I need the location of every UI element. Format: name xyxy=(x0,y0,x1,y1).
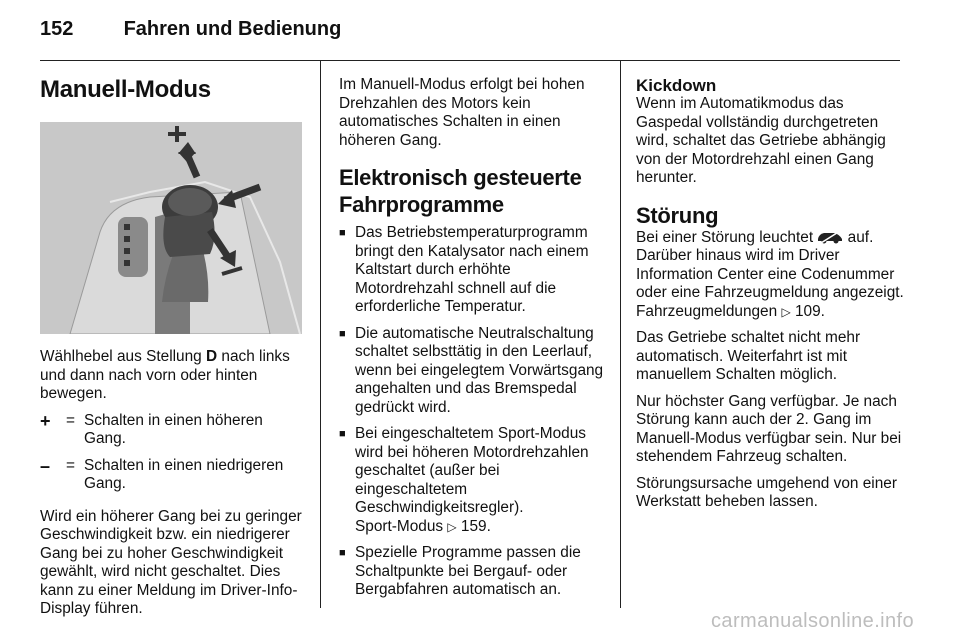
legend-minus xyxy=(40,457,305,494)
car-warning-icon xyxy=(817,230,843,244)
page-number: 152 xyxy=(40,18,74,40)
sport-mode-page-ref[interactable]: 159. xyxy=(460,517,491,535)
intro-post: nach links und dann nach vorn oder hinten bewegen. xyxy=(40,348,290,402)
paragraph-manual-mode: Im Manuell-Modus erfolgt bei hohen Drehzahlen des Motors kein automatisches Schalten in einen höheren Gang. xyxy=(339,76,585,149)
page-header xyxy=(40,18,341,41)
list-item: ■ Die automatische Neutralschaltung schaltet selbsttätig in den Leerlauf, wenn bei eingelegtem Vorwärtsgang angehalten und das Bremspedal gedrückt wird. xyxy=(339,325,607,418)
paragraph-kickdown: Wenn im Automatikmodus das Gaspedal vollständig durchgetreten wird, schaltet das Getriebe abhängig von der Motordrehzahl einen Gang herunter. xyxy=(636,95,886,186)
plus-icon: + xyxy=(40,410,51,431)
reference-arrow-icon: ▷ xyxy=(447,519,457,534)
paragraph-stoerung-1 xyxy=(636,229,904,322)
column-divider-1 xyxy=(320,60,321,608)
reference-arrow-icon: ▷ xyxy=(781,304,791,319)
title-manuell-modus: Manuell-Modus xyxy=(40,76,211,103)
intro-paragraph xyxy=(40,348,305,404)
header-rule xyxy=(40,60,900,61)
list-item xyxy=(339,425,607,536)
legend-equals: = xyxy=(66,411,75,429)
sport-mode-link-text: Sport-Modus xyxy=(355,517,444,535)
paragraph-gear-warning: Wird ein höherer Gang bei zu geringer Geschwindigkeit bzw. ein niedrigerer Gang bei zu hoher Geschwindigkeit gewählt, wird nicht geschaltet. Dies kann zu einer Meldung im Driver-Info-Display führen. xyxy=(40,507,302,617)
gear-selector-illustration xyxy=(40,122,302,334)
legend-equals: = xyxy=(66,456,75,474)
bullet-list xyxy=(339,224,607,600)
column-3 xyxy=(636,76,904,512)
legend-text: Schalten in einen höheren Gang. xyxy=(84,411,263,447)
column-2 xyxy=(339,76,607,608)
column-divider-2 xyxy=(620,60,621,608)
heading-kickdown: Kickdown xyxy=(636,76,717,95)
paragraph-stoerung-3: Nur höchster Gang verfügbar. Je nach Störung kann auch der 2. Gang im Manuell-Modus verfügbar sein. Nur bei stehendem Fahrzeug schalten. xyxy=(636,392,902,465)
list-item: ■ Spezielle Programme passen die Schaltpunkte bei Bergauf- oder Bergabfahren automatisch an. xyxy=(339,544,607,600)
legend-text: Schalten in einen niedrigeren Gang. xyxy=(84,456,284,492)
intro-pre: Wählhebel aus Stellung xyxy=(40,348,206,365)
vehicle-messages-page-ref[interactable]: 109. xyxy=(794,302,825,320)
paragraph-stoerung-4: Störungsursache umgehend von einer Werkstatt beheben lassen. xyxy=(636,474,897,510)
watermark: carmanualsonline.info xyxy=(711,610,914,632)
gear-selector-figure xyxy=(40,122,302,334)
column-1 xyxy=(40,76,305,619)
minus-icon: – xyxy=(40,455,51,476)
list-item: ■ Das Betriebstemperaturprogramm bringt den Katalysator nach einem Kaltstart durch erhöhte Motordrehzahl schnell auf die erforderliche Temperatur. xyxy=(339,224,607,317)
section-title: Fahren und Bedienung xyxy=(123,18,342,40)
heading-fahrprogramme: Elektronisch gesteuerte Fahrprogramme xyxy=(339,165,582,217)
p1-pre: Bei einer Störung leuchtet xyxy=(636,228,814,246)
heading-stoerung: Störung xyxy=(636,202,719,228)
position-d: D xyxy=(205,348,218,365)
legend-plus xyxy=(40,412,305,449)
list-item-text: Bei eingeschaltetem Sport-Modus wird bei höheren Motordrehzahlen geschaltet (außer bei eingeschaltetem Geschwindigkeitsregler). xyxy=(355,425,589,516)
p1-post: auf. Darüber hinaus wird im Driver Information Center eine Codenummer oder eine Fahrzeugmeldung angezeigt. Fahrzeugmeldungen xyxy=(636,228,904,320)
paragraph-stoerung-2: Das Getriebe schaltet nicht mehr automatisch. Weiterfahrt ist mit manuellem Schalten möglich. xyxy=(636,329,861,383)
